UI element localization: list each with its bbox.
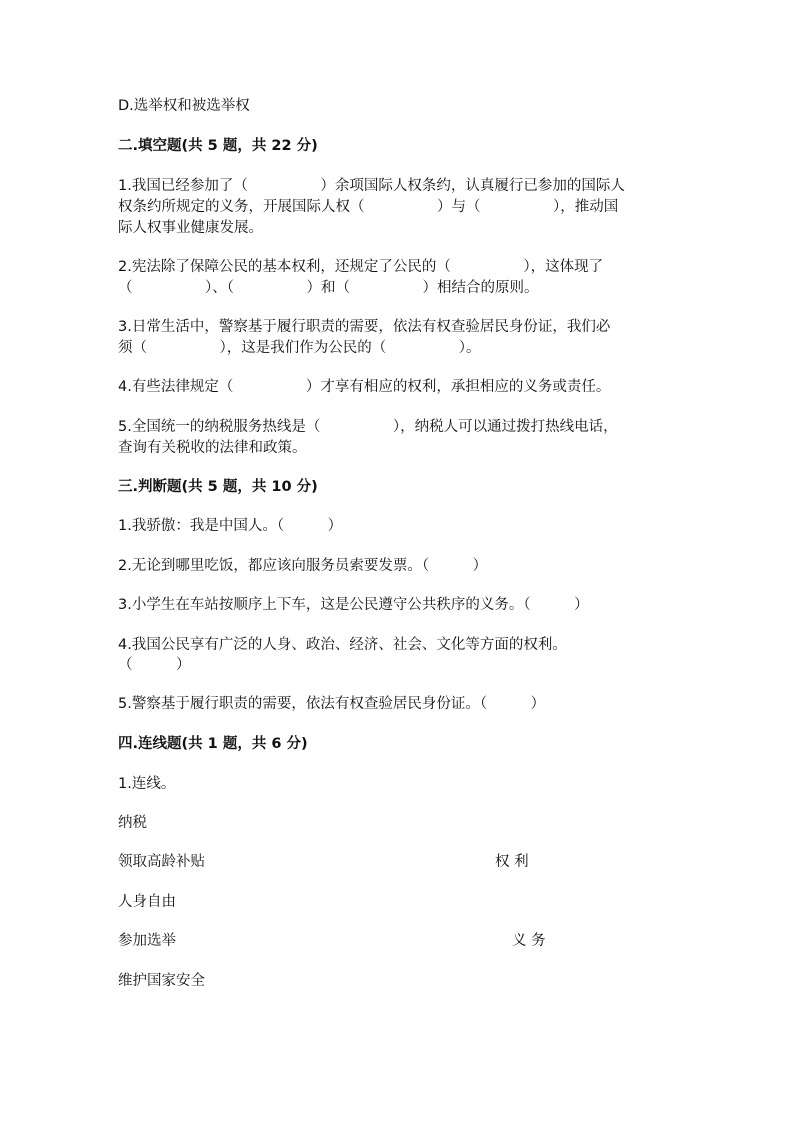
s3-q2: 2.无论到哪里吃饭，都应该向服务员索要发票。（ ） — [118, 558, 488, 574]
s2-q5-line1: 5.全国统一的纳税服务热线是（ ），纳税人可以通过拨打热线电话， — [118, 419, 618, 435]
s2-q2-line2: （ ）、（ ）和（ ）相结合的原则。 — [118, 280, 539, 296]
match-left-item: 纳税 — [118, 815, 147, 831]
option-d: D.选举权和被选举权 — [118, 98, 250, 114]
s2-q1-line3: 际人权事业健康发展。 — [118, 220, 263, 236]
s3-q3: 3.小学生在车站按顺序上下车，这是公民遵守公共秩序的义务。（ ） — [118, 597, 589, 613]
s2-q1-line1: 1.我国已经参加了（ ）余项国际人权条约，认真履行已参加的国际人 — [118, 178, 625, 194]
s2-q3-line2: 须（ ），这是我们作为公民的（ ）。 — [118, 340, 481, 356]
s2-q5-line2: 查询有关税收的法律和政策。 — [118, 440, 307, 456]
s3-q4-line2: （ ） — [118, 657, 191, 673]
s2-q1-line2: 权条约所规定的义务，开展国际人权（ ）与（ ），推动国 — [118, 199, 619, 215]
s3-q1: 1.我骄傲：我是中国人。（ ） — [118, 518, 343, 534]
match-left-item: 维护国家安全 — [118, 973, 205, 989]
match-right-item: 权 利 — [495, 854, 529, 870]
s2-q2-line1: 2.宪法除了保障公民的基本权利，还规定了公民的（ ），这体现了 — [118, 259, 604, 275]
s4-q1: 1.连线。 — [118, 776, 176, 792]
s2-q3-line1: 3.日常生活中，警察基于履行职责的需要，依法有权查验居民身份证，我们必 — [118, 319, 611, 335]
section4-title: 四.连线题(共 1 题，共 6 分) — [118, 736, 308, 752]
section2-title: 二.填空题(共 5 题，共 22 分) — [118, 138, 318, 154]
s2-q4-line1: 4.有些法律规定（ ）才享有相应的权利，承担相应的义务或责任。 — [118, 379, 611, 395]
match-left-item: 参加选举 — [118, 933, 176, 949]
match-right-item: 义 务 — [512, 933, 546, 949]
s3-q4-line1: 4.我国公民享有广泛的人身、政治、经济、社会、文化等方面的权利。 — [118, 637, 567, 653]
s3-q5: 5.警察基于履行职责的需要，依法有权查验居民身份证。（ ） — [118, 696, 546, 712]
match-left-item: 人身自由 — [118, 894, 176, 910]
section3-title: 三.判断题(共 5 题，共 10 分) — [118, 479, 318, 495]
match-left-item: 领取高龄补贴 — [118, 854, 205, 870]
